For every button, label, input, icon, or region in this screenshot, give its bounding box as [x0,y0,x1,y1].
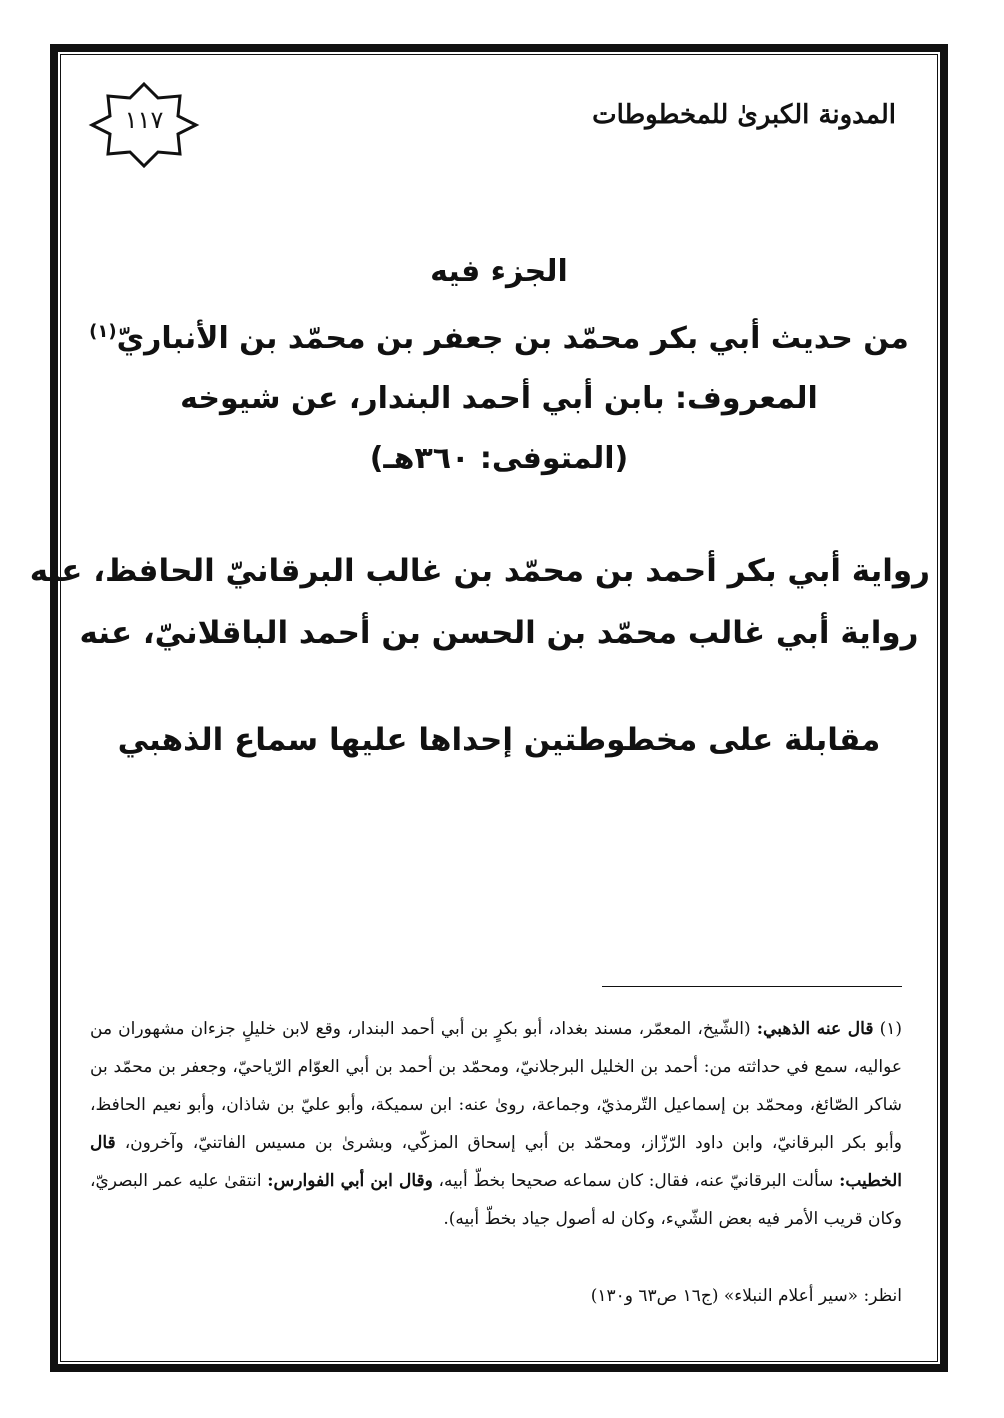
footnote-khatib-text: سألت البرقانيّ عنه، فقال: كان سماعه صحيحا بخطّ أبيه، [432,1171,840,1191]
title-line-4: (المتوفى: ٣٦٠هـ) [369,441,629,476]
title-line-3: المعروف: بابن أبي أحمد البندار، عن شيوخه [180,381,818,416]
footnote-fawaris-label: وقال ابن أبي الفوارس: [267,1171,433,1191]
footnote-dhahabi-text: (الشّيخ، المعمّر، مسند بغداد، أبو بكرٍ بن أبي أحمد البندار، وقع لابن خليلٍ جزءان مشهوران من عواليه، سمع في حداثته من: أحمد بن الخليل البرجلانيّ، ومحمّد بن أحمد بن أبي العوّام الرّياحيّ، وجعفر بن محمّد بن شاكر الصّائغ، ومحمّد بن إسماعيل التّرمذيّ، وجماعة، روىٰ عنه: ابن سميكة، وأبو عليّ بن شاذان، وأبو نعيم الحافظ، وأبو بكر البرقانيّ، وابن داود الرّزّاز، ومحمّد بن أبي إسحاق المزكّي، وبشرىٰ بن مسيس الفاتنيّ، وآخرون، [90,1019,902,1153]
title-line-2 [68,302,930,369]
footnote-reference: انظر: «سير أعلام النبلاء» (ج١٦ ص٦٣ و١٣٠) [590,1286,902,1306]
narrator-line-2: رواية أبي غالب محمّد بن الحسن بن أحمد الباقلانيّ، عنه [79,615,919,651]
footnote-ref[interactable]: (١) [89,321,117,342]
collation-note: مقابلة على مخطوطتين إحداها عليها سماع الذهبي [117,722,881,758]
title-block [68,242,930,489]
footnote [90,1010,902,1238]
footnote-fawaris-text: انتقىٰ عليه عمر البصريّ، وكان قريب الأمر فيه بعض الشّيء، وكان له أصول جياد بخطّ أبيه). [90,1171,902,1229]
title-line-1: الجزء فيه [430,254,568,289]
page-number: ١١٧ [124,106,164,134]
running-title: المدونة الكبرىٰ للمخطوطات [592,100,896,130]
footnote-dhahabi-label: قال عنه الذهبي: [756,1019,874,1039]
narrator-line-1: رواية أبي بكر أحمد بن محمّد بن غالب البرقانيّ الحافظ، عنه [29,553,930,589]
footnote-khatib-label: قال الخطيب: [90,1133,902,1191]
document-page [29,62,930,1354]
narrators-block [29,540,930,664]
page-number-badge [88,82,200,168]
footnote-separator [602,986,902,987]
title-line-2-text: من حديث أبي بكر محمّد بن جعفر بن محمّد بن الأنباريّ [116,321,909,356]
footnote-number: (١) [879,1019,903,1039]
